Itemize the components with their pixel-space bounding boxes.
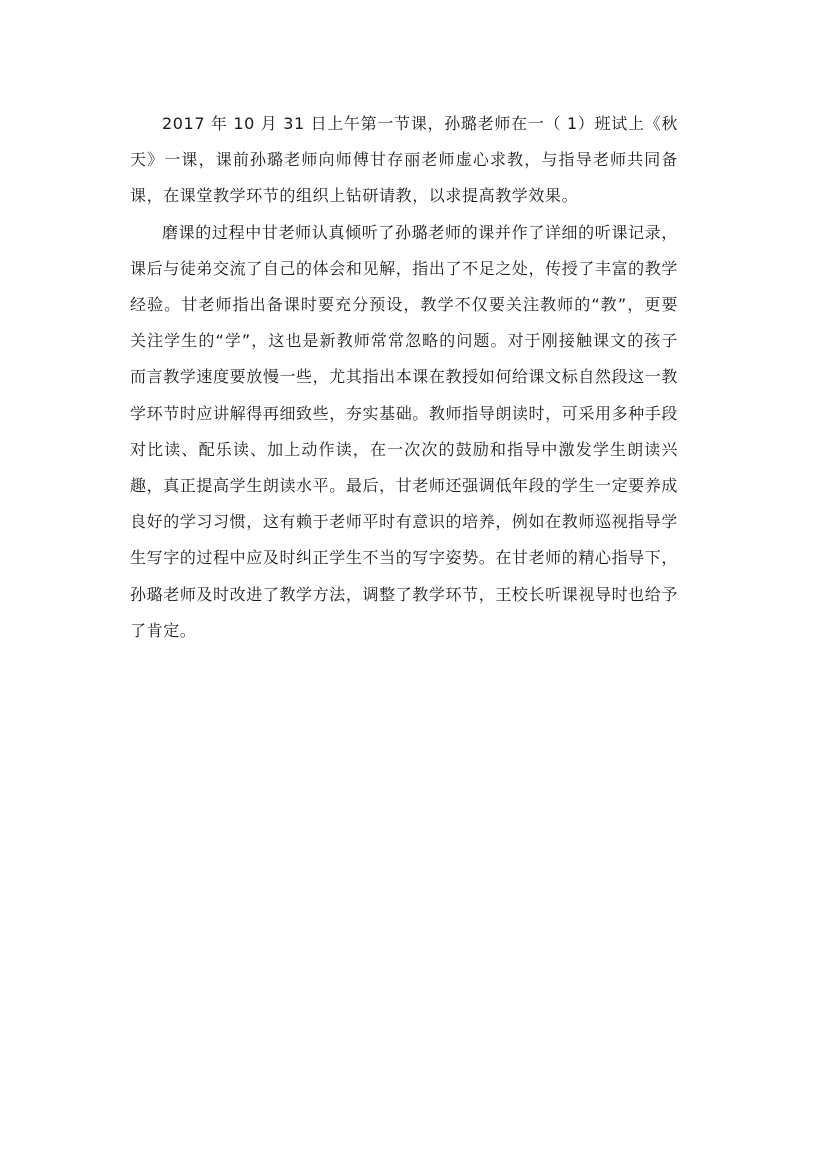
document-body bbox=[130, 106, 678, 649]
paragraph-lesson-intro: 2017 年 10 月 31 日上午第一节课，孙璐老师在一（ 1）班试上《秋天》一课，课前孙璐老师向师傅甘存丽老师虚心求教，与指导老师共同备课，在课堂教学环节的组织上钻研请教，以求提高教学效果。 bbox=[130, 114, 678, 206]
paragraph-lesson-feedback: 磨课的过程中甘老师认真倾听了孙璐老师的课并作了详细的听课记录，课后与徒弟交流了自己的体会和见解，指出了不足之处，传授了丰富的教学经验。甘老师指出备课时要充分预设，教学不仅要关注教师的“教”，更要关注学生的“学”，这也是新教师常常忽略的问题。对于刚接触课文的孩子而言教学速度要放慢一些，尤其指出本课在教授如何给课文标自然段这一教学环节时应讲解得再细致些，夯实基础。教师指导朗读时，可采用多种手段对比读、配乐读、加上动作读，在一次次的鼓励和指导中激发学生朗读兴趣，真正提高学生朗读水平。最后，甘老师还强调低年段的学生一定要养成良好的学习习惯，这有赖于老师平时有意识的培养，例如在教师巡视指导学生写字的过程中应及时纠正学生不当的写字姿势。在甘老师的精心指导下，孙璐老师及时改进了教学方法，调整了教学环节，王校长听课视导时也给予了肯定。 bbox=[130, 222, 678, 640]
